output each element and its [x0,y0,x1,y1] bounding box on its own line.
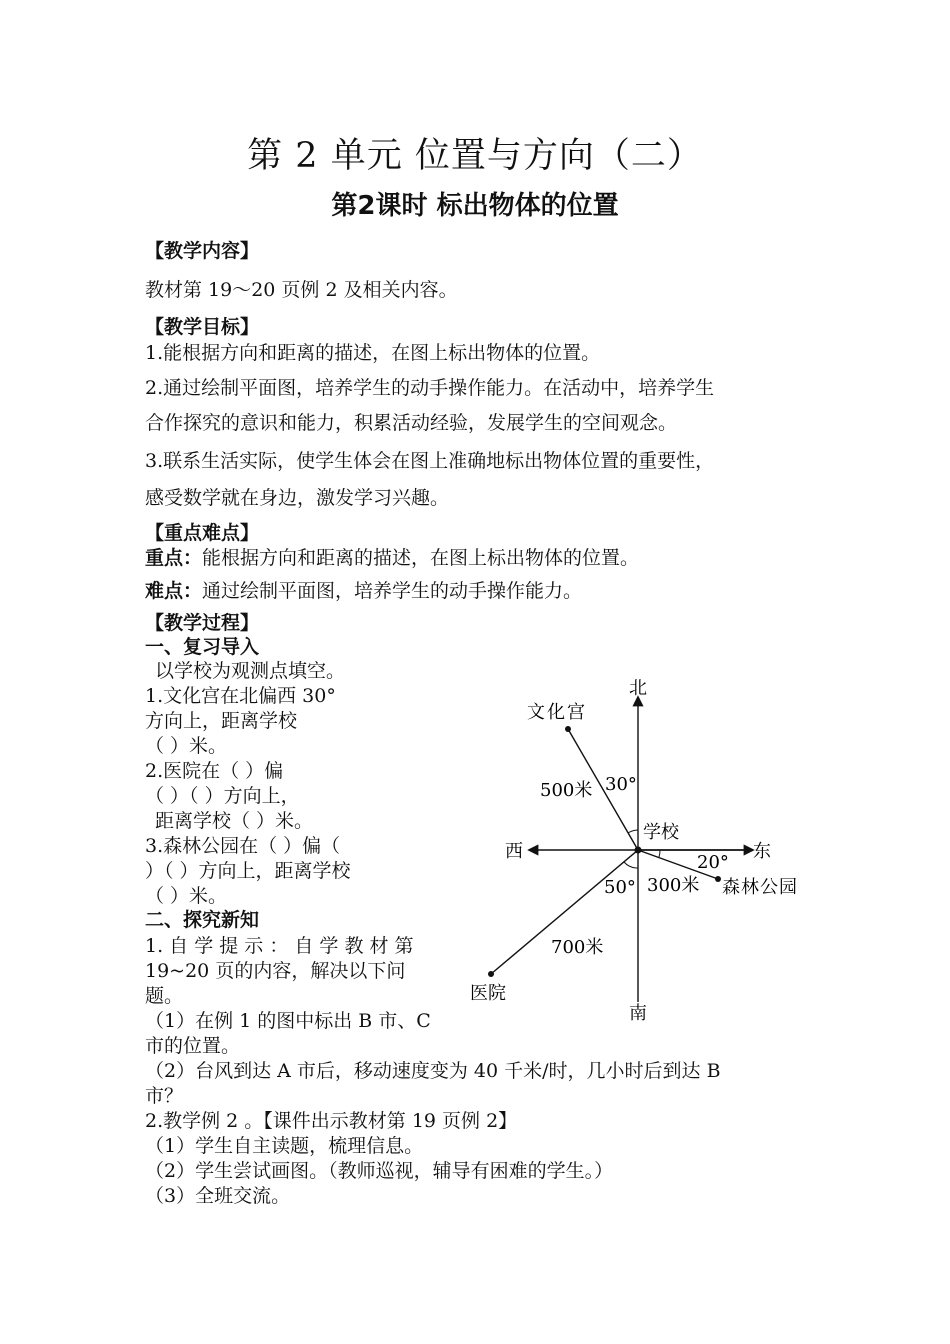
self-study-item2-line1: （2）台风到达 A 市后，移动速度变为 40 千米/时，几小时后到达 B [145,1060,721,1082]
park-distance-label: 300米 [647,875,700,896]
culture-distance-label: 500米 [540,780,593,801]
self-study-line2: 19~20 页的内容，解决以下问 [145,960,406,982]
hospital-angle-label: 50° [604,877,636,898]
hospital-label: 医院 [470,983,506,1004]
difficulty-label: 难点： [145,580,203,602]
self-study-item2-line2: 市？ [145,1085,184,1107]
goal-2-line1: 2.通过绘制平面图，培养学生的动手操作能力。在活动中，培养学生 [145,377,715,399]
step-1: （1）学生自主读题，梳理信息。 [145,1135,424,1157]
difficulty-text: 通过绘制平面图，培养学生的动手操作能力。 [202,580,583,602]
question-2-line1: 2.医院在（ ）偏 [145,760,284,782]
hospital-angle-arc [624,862,638,868]
self-study-line3: 题。 [145,985,184,1007]
culture-angle-label: 30° [605,774,637,795]
park-label: 森林公园 [722,877,798,898]
park-angle-label: 20° [697,852,729,873]
hospital-distance-label: 700米 [551,937,604,958]
section-heading-goals: 【教学目标】 [145,316,260,338]
west-label: 西 [505,841,523,862]
page-subtitle: 第2课时 标出物体的位置 [331,191,619,221]
question-3-line3: （ ）米。 [145,885,228,907]
question-3-line2: ）（ ）方向上，距离学校 [145,860,351,882]
goal-2-line2: 合作探究的意识和能力，积累活动经验，发展学生的空间观念。 [145,412,678,434]
school-label: 学校 [643,822,679,843]
section-heading-key: 【重点难点】 [145,522,260,544]
review-heading: 一、复习导入 [145,636,260,658]
question-2-line2: （ ）（ ）方向上， [145,785,300,807]
self-study-item1-line1: （1）在例 1 的图中标出 B 市、C [145,1010,431,1032]
culture-label: 文化宫 [527,702,587,723]
park-angle-arc [659,850,660,857]
school-point [635,847,642,854]
hospital-point [488,971,494,977]
north-label: 北 [629,678,647,699]
page-title: 第 2 单元 位置与方向（二） [247,136,703,176]
review-intro: 以学校为观测点填空。 [155,660,346,682]
step-3: （3）全班交流。 [145,1185,291,1207]
culture-angle-arc [628,830,638,833]
new-knowledge-heading: 二、探究新知 [145,909,260,931]
section-heading-content: 【教学内容】 [145,240,260,262]
goal-1: 1.能根据方向和距离的描述，在图上标出物体的位置。 [145,342,601,364]
question-1-line3: （ ）米。 [145,735,228,757]
self-study-item1-line2: 市的位置。 [145,1035,241,1057]
question-2-line3: 距离学校（ ）米。 [155,810,314,832]
east-label: 东 [753,841,771,862]
question-1-line1: 1.文化宫在北偏西 30° [145,685,336,707]
content-text: 教材第 19～20 页例 2 及相关内容。 [145,279,458,301]
goal-3-line1: 3.联系生活实际，使学生体会在图上准确地标出物体位置的重要性， [145,450,715,472]
key-label: 重点： [145,547,203,569]
culture-point [565,726,571,732]
step-2: （2）学生尝试画图。（教师巡视，辅导有困难的学生。） [145,1160,614,1182]
question-3-line1: 3.森林公园在（ ）偏（ [145,835,341,857]
goal-3-line2: 感受数学就在身边，激发学习兴趣。 [145,487,450,509]
self-study-line1: 1. 自 学 提 示 ： 自 学 教 材 第 [145,935,414,957]
question-1-line2: 方向上，距离学校 [145,710,298,732]
example-2-heading: 2.教学例 2 。【课件出示教材第 19 页例 2】 [145,1110,518,1132]
park-point [715,876,721,882]
south-label: 南 [629,1002,647,1024]
section-heading-process: 【教学过程】 [145,612,260,634]
key-text: 能根据方向和距离的描述，在图上标出物体的位置。 [202,547,640,569]
